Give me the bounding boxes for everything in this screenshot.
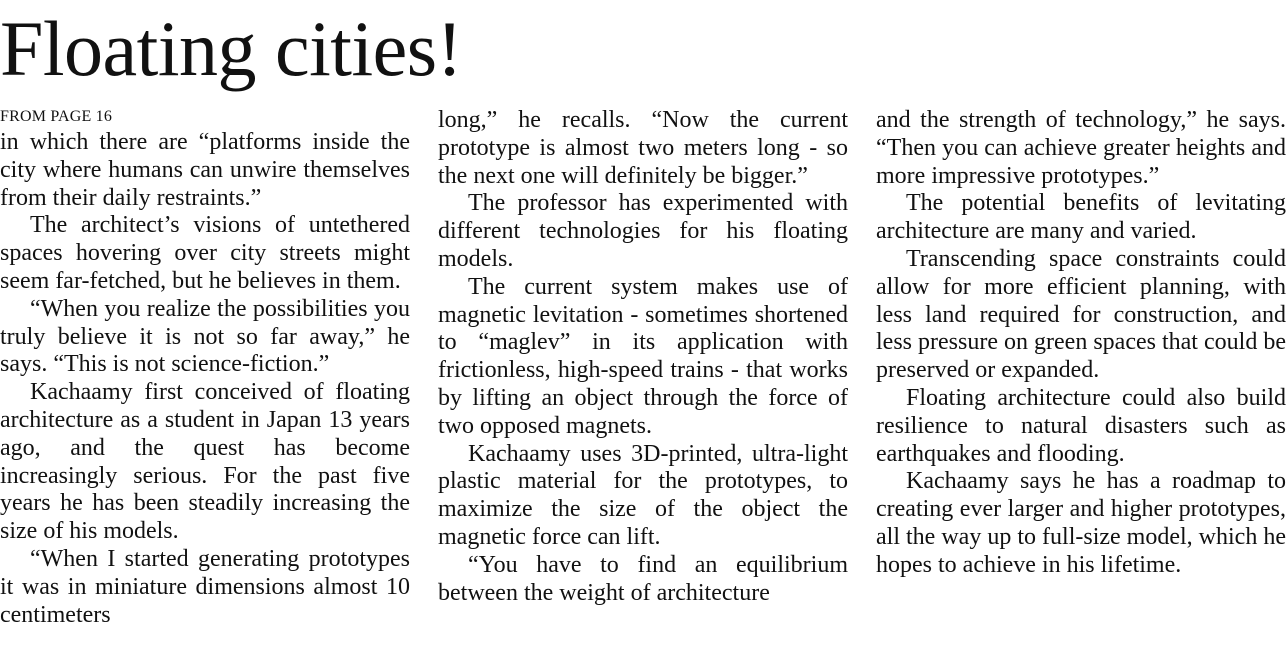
continued-from-label: FROM PAGE 16 bbox=[0, 108, 113, 125]
paragraph: long,” he recalls. “Now the current prototype is almost two meters long - so the next one will definitely be bigger.” bbox=[438, 107, 848, 189]
paragraph: Kachaamy uses 3D-printed, ultra-light plastic material for the prototypes, to maximize the size of the object the magnetic force can lift. bbox=[438, 440, 848, 550]
paragraph: The architect’s visions of untethered spaces hovering over city streets might seem far-fetched, but he believes in them. bbox=[0, 212, 410, 294]
paragraph: “You have to find an equilibrium between the weight of architecture bbox=[438, 551, 848, 606]
article-column-2 bbox=[438, 107, 848, 607]
paragraph: “When I started generating prototypes it was in miniature dimensions almost 10 centimeters bbox=[0, 545, 410, 628]
paragraph: Transcending space constraints could allow for more efficient planning, with less land required for construction, and less pressure on green spaces that could be preserved or expanded. bbox=[876, 245, 1286, 384]
paragraph: and the strength of technology,” he says. “Then you can achieve greater heights and more impressive prototypes.” bbox=[876, 107, 1286, 189]
paragraph: Kachaamy says he has a roadmap to creating ever larger and higher prototypes, all the way up to full-size model, which he hopes to achieve in his lifetime. bbox=[876, 468, 1286, 578]
headline: Floating cities! bbox=[0, 5, 463, 92]
paragraph: “When you realize the possibilities you truly believe it is not so far away,” he says. “This is not science-fiction.” bbox=[0, 295, 410, 378]
article-column-1 bbox=[0, 129, 410, 629]
paragraph: The current system makes use of magnetic levitation - sometimes shortened to “maglev” in its application with frictionless, high-speed trains - that works by lifting an object through the force of two opposed magnets. bbox=[438, 273, 848, 439]
paragraph: Floating architecture could also build resilience to natural disasters such as earthquakes and flooding. bbox=[876, 384, 1286, 467]
paragraph: The potential benefits of levitating architecture are many and varied. bbox=[876, 190, 1286, 245]
article-column-3 bbox=[876, 107, 1286, 580]
paragraph: in which there are “platforms inside the city where humans can unwire themselves from their daily restraints.” bbox=[0, 129, 410, 211]
paragraph: The professor has experimented with different technologies for his floating models. bbox=[438, 190, 848, 272]
paragraph: Kachaamy first conceived of floating architecture as a student in Japan 13 years ago, and the quest has become increasingly serious. For the past five years he has been steadily increasing the size of his models. bbox=[0, 379, 410, 545]
